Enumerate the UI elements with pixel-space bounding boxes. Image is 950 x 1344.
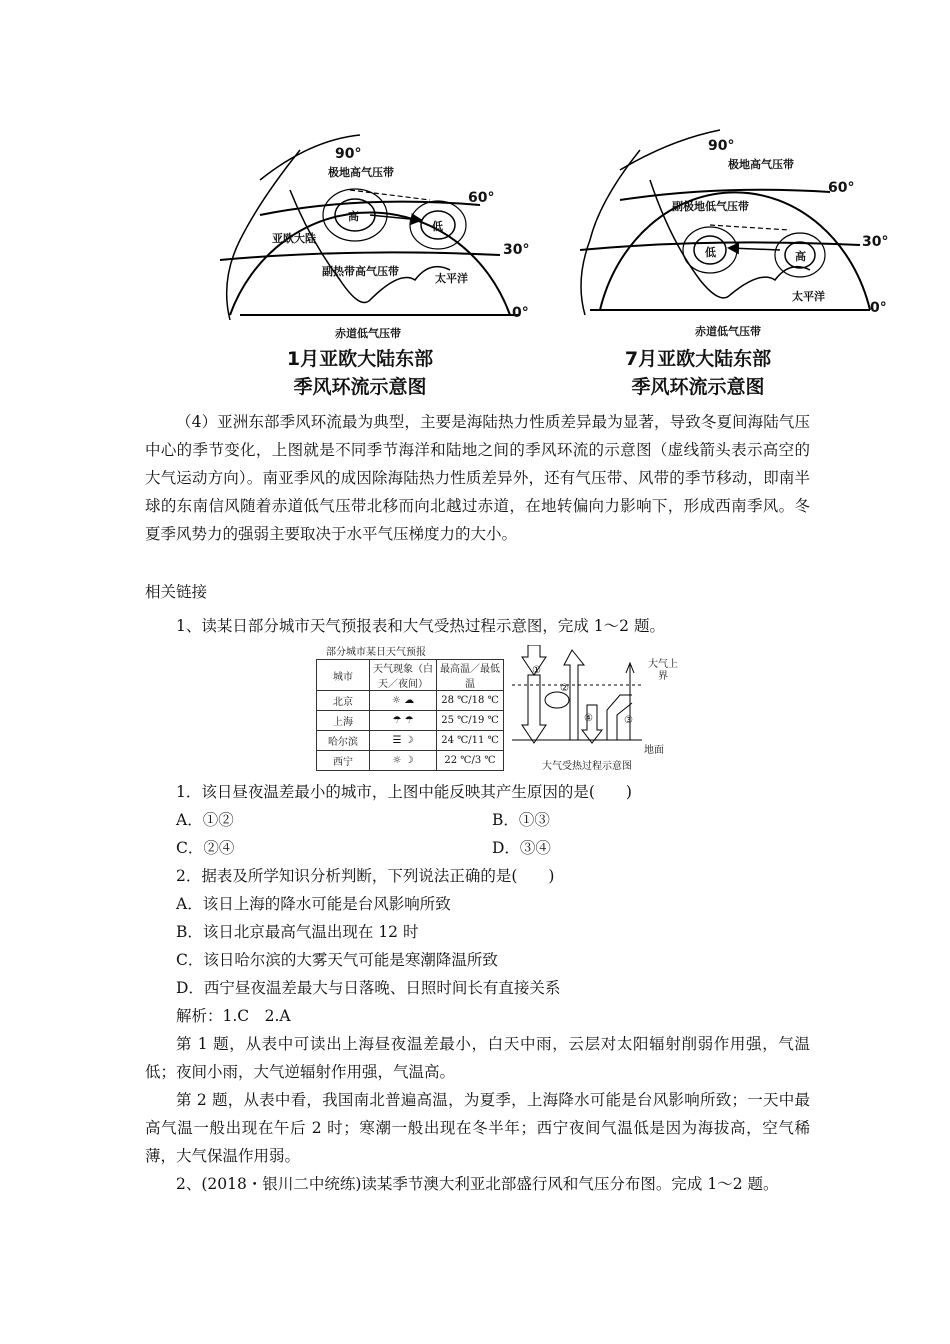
marker-2: ② [560, 683, 569, 694]
cell-temp: 25 ℃/19 ℃ [437, 711, 504, 731]
related-links-heading: 相关链接 [145, 583, 208, 601]
marker-1: ① [532, 665, 541, 676]
pacific-label: 太平洋 [792, 290, 825, 303]
july-monsoon-map [560, 120, 900, 350]
answer-line: 解析：1.C 2.A [176, 1007, 291, 1025]
question-1-stem: 1．该日昼夜温差最小的城市，上图中能反映其产生原因的是( ) [176, 783, 632, 801]
table-row [317, 731, 504, 751]
header-weather: 天气现象（白天／夜间） [370, 660, 437, 691]
lat-60-label: 60° [468, 190, 495, 206]
q2-option-b: B．该日北京最高气温出现在 12 时 [176, 923, 419, 941]
marker-4: ④ [584, 713, 593, 724]
caption-line2: 季风环流示意图 [293, 376, 427, 398]
lat-0-label: 0° [870, 300, 887, 316]
polar-high-label: 极地高气压带 [728, 158, 794, 171]
question-2-intro: 2、(2018・银川二中统练)读某季节澳大利亚北部盛行风和气压分布图。完成 1～2 题。 [176, 1175, 779, 1193]
table-row [317, 751, 504, 771]
subtropical-high-label: 副热带高气压带 [322, 265, 399, 278]
table-title: 部分城市某日天气预报 [326, 647, 426, 658]
equator-low-label: 赤道低气压带 [695, 325, 761, 338]
cell-weather-icons: ☼ ☽ [370, 751, 437, 771]
lat-30-label: 30° [862, 234, 889, 250]
continent-label: 亚欧大陆 [272, 232, 316, 245]
q2-option-d: D．西宁昼夜温差最大与日落晚、日照时间长有直接关系 [176, 979, 561, 997]
low-pressure-label: 低 [705, 246, 716, 259]
cell-city: 哈尔滨 [317, 731, 370, 751]
caption-line1: 7月亚欧大陆东部 [624, 348, 772, 370]
table-header-row [317, 660, 504, 691]
cell-weather-icons: ☂ ☂ [370, 711, 437, 731]
high-pressure-label: 高 [348, 210, 359, 223]
q1-option-a: A．①② [176, 811, 234, 829]
lat-30-label: 30° [503, 242, 530, 258]
figure-january-monsoon [200, 120, 540, 400]
lat-60-label: 60° [828, 180, 855, 196]
q2-option-c: C．该日哈尔滨的大雾天气可能是寒潮降温所致 [176, 951, 498, 969]
caption-line1: 1月亚欧大陆东部 [286, 348, 434, 370]
weather-forecast-table [316, 659, 504, 771]
cell-temp: 24 ℃/11 ℃ [437, 731, 504, 751]
figure-right-caption [598, 345, 798, 401]
table-row [317, 711, 504, 731]
figure-left-caption [260, 345, 460, 401]
cell-weather-icons: ☼ ☁ [370, 691, 437, 711]
cell-city: 北京 [317, 691, 370, 711]
lat-0-label: 0° [512, 305, 529, 321]
caption-line2: 季风环流示意图 [631, 376, 765, 398]
q1-option-b: B．①③ [492, 811, 550, 829]
question-2-stem: 2．据表及所学知识分析判断，下列说法正确的是( ) [176, 867, 555, 885]
cell-temp: 22 ℃/3 ℃ [437, 751, 504, 771]
cell-city: 上海 [317, 711, 370, 731]
question-1-intro: 1、读某日部分城市天气预报表和大气受热过程示意图，完成 1～2 题。 [176, 617, 665, 635]
pacific-label: 太平洋 [435, 272, 468, 285]
polar-high-label: 极地高气压带 [328, 166, 394, 179]
header-temp: 最高温／最低温 [437, 660, 504, 691]
ground-label: 地面 [644, 745, 664, 756]
equator-low-label: 赤道低气压带 [335, 327, 401, 340]
subpolar-low-label: 副极地低气压带 [672, 200, 749, 213]
q1-option-d: D．③④ [492, 839, 551, 857]
high-pressure-label: 高 [795, 250, 806, 263]
q2-option-a: A．该日上海的降水可能是台风影响所致 [176, 895, 451, 913]
atmosphere-heating-diagram [512, 645, 682, 773]
q1-option-c: C．②④ [176, 839, 235, 857]
diagram-caption: 大气受热过程示意图 [542, 761, 632, 772]
lat-90-label: 90° [335, 146, 362, 162]
explanation-1: 第 1 题，从表中可读出上海昼夜温差最小，白天中雨，云层对太阳辐射削弱作用强，气温低；夜间小雨，大气逆辐射作用强，气温高。 [145, 1035, 810, 1081]
explanation-2: 第 2 题，从表中看，我国南北普遍高温，为夏季，上海降水可能是台风影响所致；一天中最高气温一般出现在午后 2 时；寒潮一般出现在冬半年；西宁夜间气温低是因为海拔高，空气稀薄，大气保温作用弱。 [145, 1091, 810, 1165]
upper-atmosphere-label: 大气上界 [648, 659, 678, 682]
figure-july-monsoon [560, 120, 900, 400]
lat-90-label: 90° [708, 138, 735, 154]
cell-weather-icons: ☰ ☽ [370, 731, 437, 751]
header-city: 城市 [317, 660, 370, 691]
paragraph-4: （4）亚洲东部季风环流最为典型，主要是海陆热力性质差异最为显著，导致冬夏间海陆气压中心的季节变化，上图就是不同季节海洋和陆地之间的季风环流的示意图（虚线箭头表示高空的大气运动方向）。南亚季风的成因除海陆热力性质差异外，还有气压带、风带的季节移动，即南半球的东南信风随着赤道低气压带北移而向北越过赤道，在地转偏向力影响下，形成西南季风。冬夏季风势力的强弱主要取决于水平气压梯度力的大小。 [145, 413, 810, 543]
cell-city: 西宁 [317, 751, 370, 771]
january-monsoon-map [200, 120, 540, 350]
table-row [317, 691, 504, 711]
marker-3: ③ [624, 715, 633, 726]
cell-temp: 28 ℃/18 ℃ [437, 691, 504, 711]
low-pressure-label: 低 [432, 220, 443, 233]
